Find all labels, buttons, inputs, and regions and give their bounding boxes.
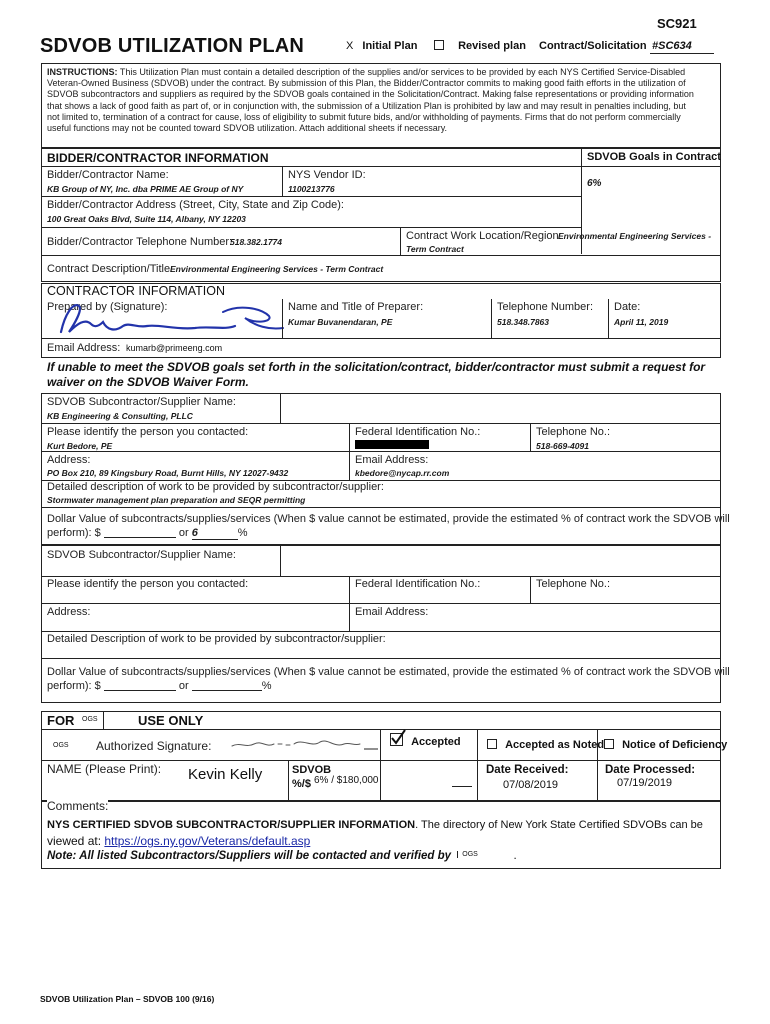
contractor-phone-value[interactable]: 518.348.7863: [497, 317, 549, 327]
contract-description-value[interactable]: Environmental Engineering Services - Term Contract: [170, 264, 384, 274]
sub1-phone-value[interactable]: 518-669-4091: [536, 441, 589, 451]
sub2-address-label: Address:: [47, 606, 91, 618]
preparer-signature[interactable]: [55, 296, 295, 340]
print-name-value[interactable]: Kevin Kelly: [188, 766, 263, 783]
contractor-email-label: Email Address:: [47, 342, 121, 354]
sub1-contact-label: Please identify the person you contacted:: [47, 426, 249, 438]
contractor-phone-label: Telephone Number:: [497, 301, 594, 313]
accepted-noted-option[interactable]: [487, 739, 604, 751]
sub1-address-label: Address:: [47, 454, 91, 466]
accepted-noted-checkbox[interactable]: [487, 739, 497, 749]
sub1-name-value[interactable]: KB Engineering & Consulting, PLLC: [47, 411, 193, 421]
goals-value[interactable]: 6%: [587, 178, 602, 189]
sub1-name-label: SDVOB Subcontractor/Supplier Name:: [47, 396, 236, 408]
initial-plan-mark: X: [346, 40, 354, 52]
directory-link[interactable]: https://ogs.ny.gov/Veterans/default.asp: [104, 834, 311, 848]
sub1-address-value[interactable]: PO Box 210, 89 Kingsbury Road, Burnt Hills, NY 12027-9432: [47, 468, 289, 478]
sub2-name-label: SDVOB Subcontractor/Supplier Name:: [47, 549, 236, 561]
deficiency-option[interactable]: [604, 739, 727, 751]
for-ogs-stamp: OGS: [82, 716, 98, 723]
work-location-value-1[interactable]: Environmental Engineering Services -: [558, 231, 712, 241]
footer-form-id: SDVOB Utilization Plan – SDVOB 100 (9/16): [40, 994, 215, 1004]
revised-plan-checkbox[interactable]: [434, 40, 444, 50]
sub1-email-label: Email Address:: [355, 454, 429, 466]
date-received-value[interactable]: 07/08/2019: [503, 779, 559, 791]
page-title: SDVOB UTILIZATION PLAN: [40, 35, 305, 57]
waiver-notice: If unable to meet the SDVOB goals set forth in the solicitation/contract, bidder/contractor must submit a request for waiver on the SDVOB Waiver Form.: [47, 360, 706, 389]
sub1-phone-label: Telephone No.:: [536, 426, 610, 438]
note-ogs-stamp: OGS: [457, 851, 502, 858]
auth-signature-label: Authorized Signature:: [96, 739, 212, 753]
print-name-label: NAME (Please Print):: [47, 762, 162, 776]
bidder-address-value[interactable]: 100 Great Oaks Blvd, Suite 114, Albany, NY 12203: [47, 214, 246, 224]
use-only-label: USE ONLY: [138, 713, 204, 728]
bidder-address-label: Bidder/Contractor Address (Street, City, State and Zip Code):: [47, 199, 344, 211]
accepted-checkbox[interactable]: [390, 733, 403, 746]
sub2-dollar-line1: Dollar Value of subcontracts/supplies/services (When $ value cannot be estimated, provide the estimated % of contract work the SDVOB will: [47, 666, 730, 678]
sdvob-pct-label-2: %/$: [292, 778, 311, 790]
date-value[interactable]: April 11, 2019: [614, 317, 669, 327]
sub2-dollar-line2: perform): $ or %: [47, 680, 272, 692]
prepared-by-label: Prepared by (Signature):: [47, 301, 168, 313]
contract-value: #SC634: [652, 40, 692, 52]
sub1-work-label: Detailed description of work to be provided by subcontractor/supplier:: [47, 481, 384, 493]
vendor-id-label: NYS Vendor ID:: [288, 169, 366, 181]
contract-label: Contract/Solicitation: [539, 40, 647, 52]
sub1-email-value[interactable]: kbedore@nycap.rr.com: [355, 468, 450, 478]
sub2-contact-label: Please identify the person you contacted:: [47, 578, 249, 590]
bidder-phone-value[interactable]: 518.382.1774: [230, 237, 282, 247]
for-label: FOR: [47, 713, 75, 728]
vendor-id-value[interactable]: 1100213776: [288, 184, 335, 194]
instructions-label: INSTRUCTIONS:: [47, 67, 118, 77]
goals-label: SDVOB Goals in Contract: [587, 151, 721, 163]
sub1-fein-redaction: [355, 440, 429, 449]
sub1-work-value[interactable]: Stormwater management plan preparation and SEQR permitting: [47, 495, 306, 505]
bidder-phone-label: Bidder/Contractor Telephone Number:: [47, 236, 233, 248]
form-code: SC921: [657, 16, 697, 31]
sub2-phone-label: Telephone No.:: [536, 578, 610, 590]
deficiency-label: Notice of Deficiency: [622, 739, 728, 751]
sub1-dollar-input[interactable]: [104, 537, 176, 538]
sdvob-pct-label-1: SDVOB: [292, 764, 332, 776]
bidder-name-value[interactable]: KB Group of NY, Inc. dba PRIME AE Group of NY: [47, 184, 244, 194]
check-icon: [390, 729, 406, 746]
sub1-percent-input[interactable]: 6: [192, 527, 238, 540]
date-processed-label: Date Processed:: [605, 764, 696, 776]
initial-plan-label: Initial Plan: [362, 40, 418, 52]
auth-signature[interactable]: [228, 736, 378, 752]
accepted-noted-label: Accepted as Noted: [505, 739, 605, 751]
accepted-option[interactable]: [390, 733, 461, 748]
sub2-fein-label: Federal Identification No.:: [355, 578, 481, 590]
sub2-dollar-input[interactable]: [104, 690, 176, 691]
deficiency-checkbox[interactable]: [604, 739, 614, 749]
directory-title: NYS CERTIFIED SDVOB SUBCONTRACTOR/SUPPLIER INFORMATION: [47, 819, 416, 831]
comments-label: Comments:: [47, 799, 109, 813]
initial-plan-option[interactable]: [346, 40, 417, 52]
sub2-work-label: Detailed Description of work to be provided by subcontractor/supplier:: [47, 633, 386, 645]
work-location-value-2[interactable]: Term Contract: [406, 244, 464, 254]
sdvob-pct-value[interactable]: 6% / $180,000: [314, 775, 379, 786]
date-received-label: Date Received:: [486, 764, 569, 776]
verification-note: Note: All listed Subcontractors/Suppliers will be contacted and verified by OGS .: [47, 850, 517, 862]
preparer-name-label: Name and Title of Preparer:: [288, 301, 424, 313]
sub1-contact-value[interactable]: Kurt Bedore, PE: [47, 441, 113, 451]
sub2-email-label: Email Address:: [355, 606, 429, 618]
sub1-dollar-line1: Dollar Value of subcontracts/supplies/services (When $ value cannot be estimated, provide the estimated % of contract work the SDVOB will: [47, 513, 730, 525]
bidder-section-title: BIDDER/CONTRACTOR INFORMATION: [47, 151, 269, 165]
date-processed-value[interactable]: 07/19/2019: [617, 777, 673, 789]
directory-info: NYS CERTIFIED SDVOB SUBCONTRACTOR/SUPPLIER INFORMATION. The directory of New York State Certified SDVOBs can be: [47, 819, 703, 831]
directory-link-line: viewed at: https://ogs.ny.gov/Veterans/default.asp: [47, 834, 311, 848]
sub1-dollar-line2: perform): $ or 6 %: [47, 527, 248, 539]
sub1-fein-label: Federal Identification No.:: [355, 426, 481, 438]
sub2-percent-input[interactable]: [192, 690, 262, 691]
accepted-label: Accepted: [411, 736, 461, 748]
instructions: INSTRUCTIONS: This Utilization Plan must contain a detailed description of the supplies and/or services to be provided by each NYS Certified Service-Disabled Veteran-Owned Business (SDVOB) under the contract. By submission of this Plan, the Bidder/Contractor commits to making good faith efforts in the utilization of SDVOB subcontractors and suppliers as required by the SDVOB goals contained in the Solicitation/Contract. Making false representations or providing information that shows a lack of good faith as part of, or in conjunction with, the submission of a Utilization Plan is prohibited by law and may result in penalties including, but not limited to, termination of a contract for cause, loss of eligibility to submit future bids, and/or withholding of payments. Firms that do not perform commercially useful functions may not be counted toward SDVOB utilization. Attach additional sheets if necessary.: [47, 67, 694, 134]
auth-ogs-prefix: OGS: [53, 742, 69, 749]
revised-plan-label: Revised plan: [458, 40, 526, 52]
preparer-name-value[interactable]: Kumar Buvanendaran, PE: [288, 317, 393, 327]
bidder-name-label: Bidder/Contractor Name:: [47, 169, 169, 181]
contract-description-label: Contract Description/Title:: [47, 263, 174, 275]
date-label: Date:: [614, 301, 641, 313]
contractor-email-value[interactable]: kumarb@primeeng.com: [126, 343, 223, 353]
contractor-section-title: CONTRACTOR INFORMATION: [47, 284, 226, 298]
revised-plan-option[interactable]: [434, 40, 526, 52]
work-location-label: Contract Work Location/Region:: [406, 230, 562, 242]
